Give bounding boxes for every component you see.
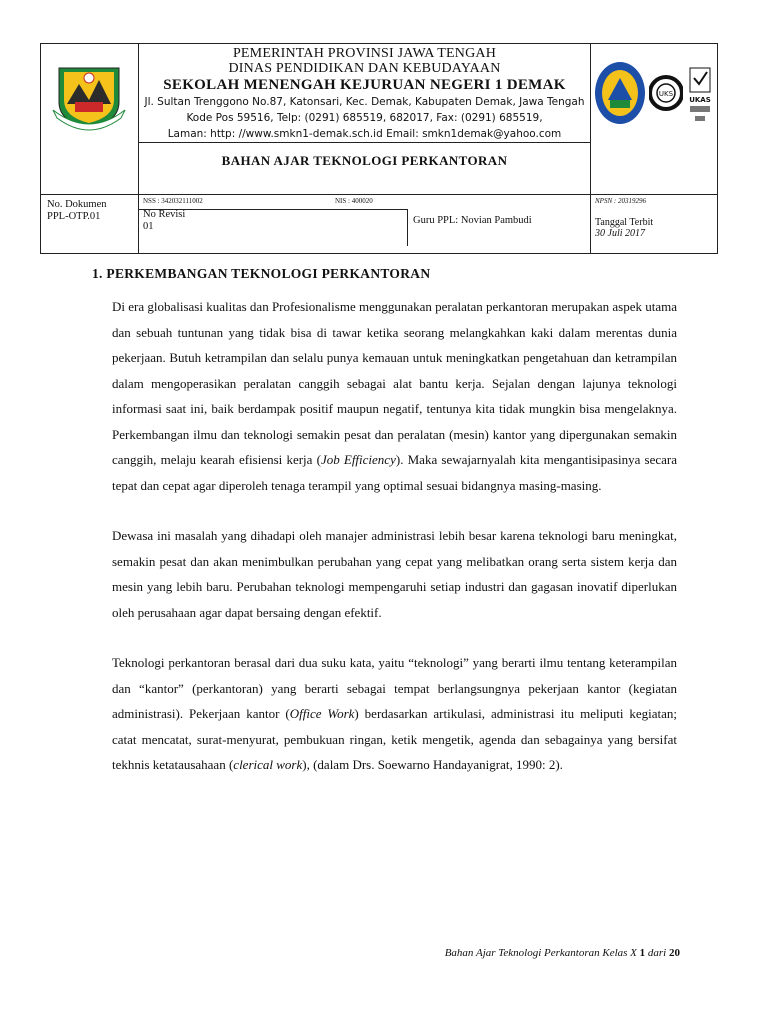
paragraph-3: [112, 650, 677, 778]
footer-dari: dari: [645, 947, 669, 959]
department-name: DINAS PENDIDIKAN DAN KEBUDAYAAN: [228, 61, 501, 76]
guru-ppl: Guru PPL: Novian Pambudi: [413, 215, 532, 226]
iso-certification-icon: [649, 64, 683, 122]
address-line-3: Laman: http: //www.smkn1-demak.sch.id Email: smkn1demak@yahoo.com: [167, 128, 562, 140]
revision-value: 01: [143, 221, 154, 232]
province-name: PEMERINTAH PROVINSI JAWA TENGAH: [232, 46, 497, 61]
nis-number: NIS : 400020: [335, 197, 373, 205]
document-title: BAHAN AJAR TEKNOLOGI PERKANTORAN: [139, 143, 591, 195]
document-number-cell: [41, 195, 139, 254]
main-content: [82, 266, 677, 778]
paragraph-2: [112, 523, 677, 625]
nss-number: NSS : 342032111002: [143, 197, 203, 205]
revision-label: No Revisi: [143, 209, 186, 220]
section-heading: 1. PERKEMBANGAN TEKNOLOGI PERKANTORAN: [92, 266, 431, 281]
jawa-tengah-emblem-icon: [49, 62, 129, 132]
document-number-label: No. Dokumen: [47, 199, 107, 210]
document-meta-cell: [139, 195, 591, 254]
paragraph-1-text-a: Di era globalisasi kualitas dan Profesionalisme menggunakan peralatan perkantoran merupakan aspek utama dan sebuah tuntunan yang tidak bisa di tawar ketika seorang melangkahkan kaki dalam merentas dunia pekerjaan. Butuh ketrampilan dan selalu punya kemauan untuk meningkatkan pengetahuan dan ketrampilan dalam mengoperasikan peralatan canggih sebagai alat bantu kerja. Sejalan dengan lajunya teknologi informasi saat ini, baik berdampak positif maupun negatif, tentunya kita tidak mungkin bisa mengelaknya. Perkembangan ilmu dan teknologi semakin pesat dan peralatan (mesin) kantor yang dipergunakan semakin canggih, melaju kearah efisiensi kerja (: [112, 299, 677, 467]
issue-date-label: Tanggal Terbit: [595, 217, 654, 228]
paragraph-1: [112, 294, 677, 498]
school-logo-icon: [593, 60, 647, 126]
clerical-work-term: clerical work: [233, 757, 303, 772]
certification-logos-cell: [591, 44, 718, 195]
office-work-term: Office Work: [289, 706, 355, 721]
npsn-number: NPSN : 20319296: [595, 197, 646, 205]
paragraph-3-text-a: Teknologi perkantoran berasal dari dua suku kata, yaitu “teknologi” yang berarti ilmu tentang keterampilan dan “kantor” (perkantoran) yang berarti sebagai tempat berlangsungnya pekerjaan kantor (kegiatan administrasi). Pekerjaan kantor (: [112, 655, 677, 721]
job-efficiency-term: Job Efficiency: [320, 452, 396, 467]
document-number-value: PPL-OTP.01: [47, 211, 101, 222]
paragraph-3-text-b: ) berdasarkan artikulasi, administrasi itu meliputi kegiatan; catat mencatat, surat-menyurat, pembukuan ringan, ketik mengetik, agenda dan sebagainya yang bersifat tekhnis ketatausahaan (: [112, 706, 678, 772]
paragraph-3-text-c: ), (dalam Drs. Soewarno Handayanigrat, 1990: 2).: [302, 757, 563, 772]
footer-total-pages: 20: [669, 947, 680, 959]
footer-text: Bahan Ajar Teknologi Perkantoran Kelas X: [444, 947, 640, 959]
paragraph-1-text-b: ). Maka sewajarnyalah kita mengantisipasinya secara tepat dan cepat agar diperoleh tenaga terampil yang optimal sesuai bidangnya masing-masing.: [112, 452, 677, 493]
svg-text:UKAS: UKAS: [689, 96, 711, 104]
footer-page-number: 1: [639, 947, 646, 959]
issue-date-cell: [591, 195, 718, 254]
svg-text:UKS: UKS: [658, 90, 674, 98]
issue-date-value: 30 Juli 2017: [595, 228, 645, 239]
province-logo-cell: [41, 44, 139, 195]
address-line-1: Jl. Sultan Trenggono No.87, Katonsari, Kec. Demak, Kabupaten Demak, Jawa Tengah: [144, 96, 585, 108]
address-line-2: Kode Pos 59516, Telp: (0291) 685519, 682017, Fax: (0291) 685519,: [186, 112, 543, 124]
ukas-certification-icon: [685, 64, 715, 126]
school-name: SEKOLAH MENENGAH KEJURUAN NEGERI 1 DEMAK: [163, 77, 566, 93]
document-header-table: [40, 43, 718, 254]
paragraph-2-text: Dewasa ini masalah yang dihadapi oleh manajer administrasi lebih besar karena teknologi baru meningkat, semakin pesat dan akan menimbulkan perubahan yang cepat yang melibatkan orang serta sistem kerja dan mesin yang lebih baru. Perubahan teknologi mempengaruhi setiap industri dan gagasan inovatif diperlukan oleh perusahaan agar dapat bersaing dengan efektif.: [112, 528, 677, 620]
page-footer: [445, 947, 680, 959]
institution-header: [139, 44, 591, 143]
